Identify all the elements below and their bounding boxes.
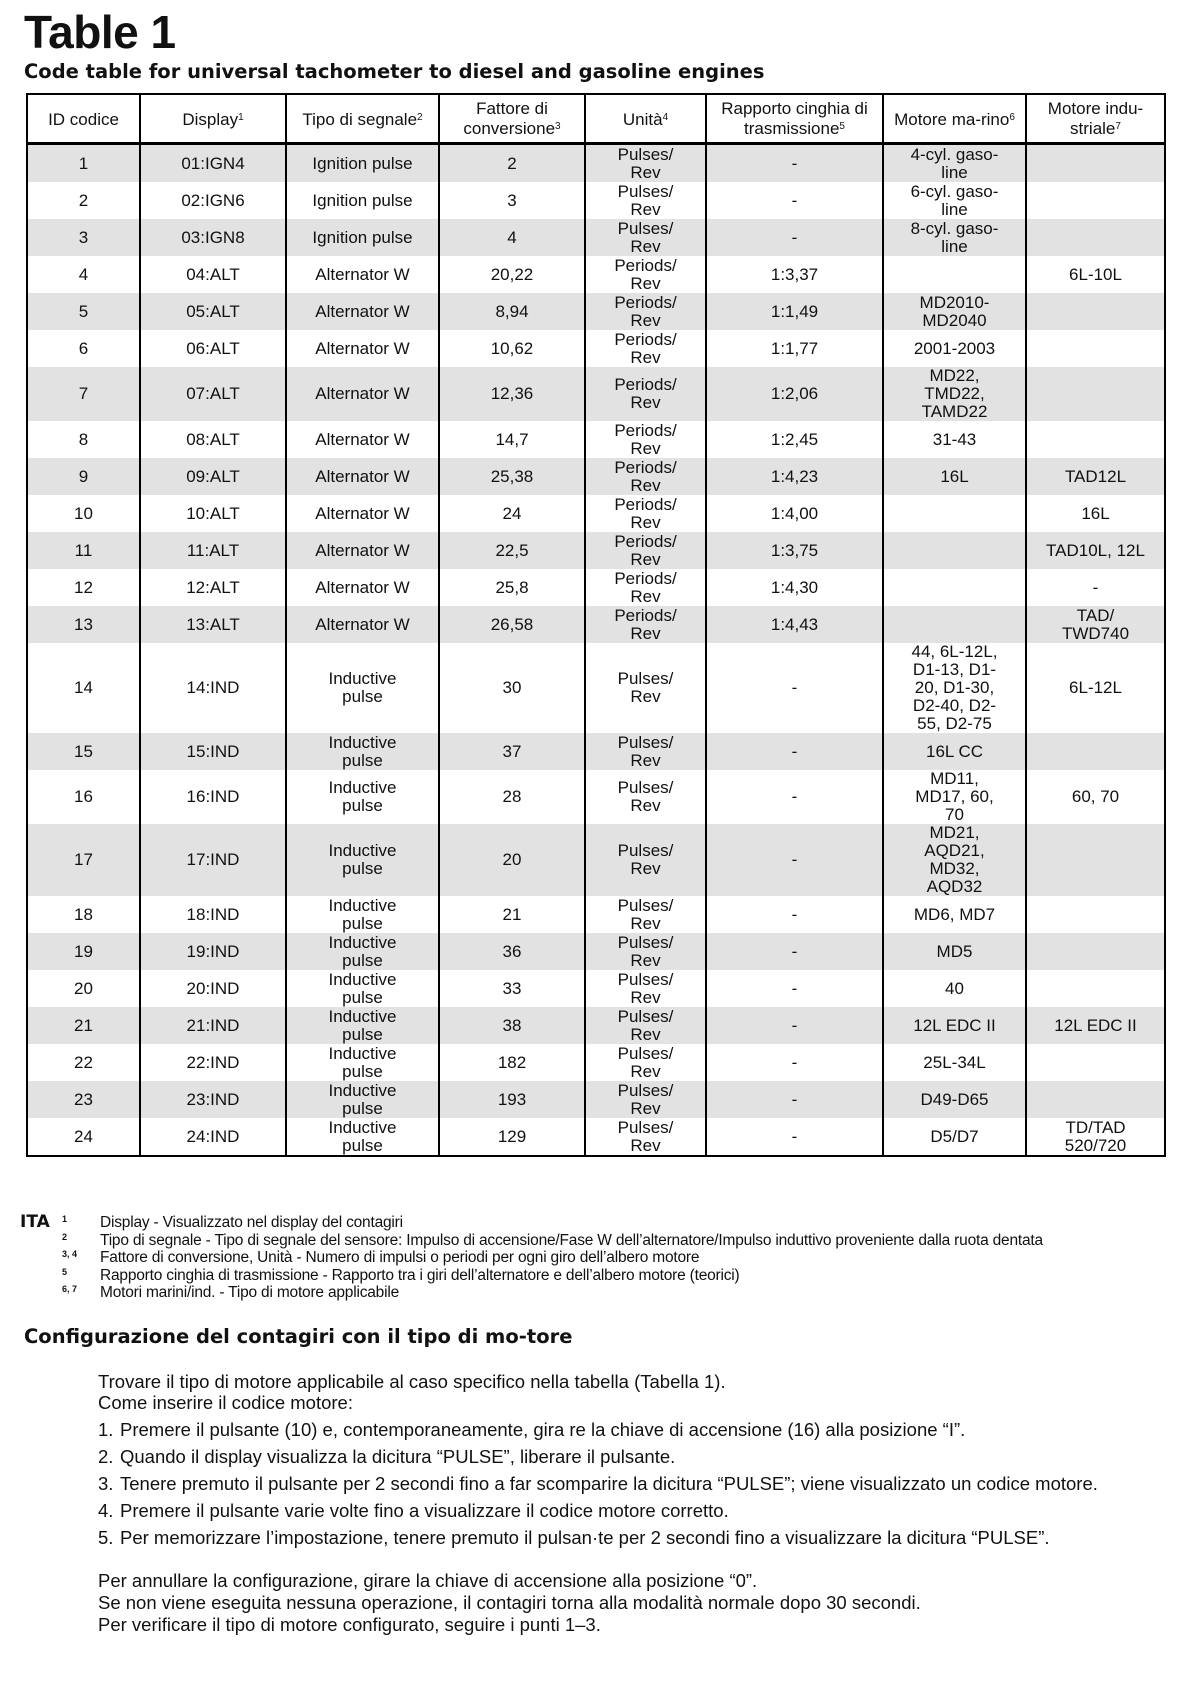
cell-conversion-factor: 33 xyxy=(439,970,585,1007)
cell-unit: Pulses/ Rev xyxy=(585,1007,706,1044)
table-header-row xyxy=(27,94,1165,144)
cell-marine-engine: 4-cyl. gaso- line xyxy=(883,144,1026,183)
table-row xyxy=(27,532,1165,569)
header-id-codice xyxy=(27,94,140,144)
cell-belt-ratio: - xyxy=(706,1044,883,1081)
cell-marine-engine: 8-cyl. gaso- line xyxy=(883,219,1026,256)
cell-display: 09:ALT xyxy=(140,458,286,495)
header-signal-type xyxy=(286,94,439,144)
step-text: Per memorizzare l’impostazione, tenere premuto il pulsan·te per 2 secondi fino a visualizzare la dicitura “PULSE”. xyxy=(120,1527,1050,1548)
cell-industrial-engine xyxy=(1026,421,1165,458)
cell-belt-ratio: - xyxy=(706,824,883,896)
cell-signal-type: Inductive pulse xyxy=(286,1081,439,1118)
header-conversion-factor xyxy=(439,94,585,144)
cell-signal-type: Ignition pulse xyxy=(286,219,439,256)
header-label: Rapporto cinghia di trasmissione xyxy=(721,98,868,138)
step-text: Quando il display visualizza la dicitura “PULSE”, liberare il pulsante. xyxy=(120,1446,676,1467)
header-label: Motore ma-rino xyxy=(894,109,1010,129)
cell-display: 03:IGN8 xyxy=(140,219,286,256)
table-row xyxy=(27,1081,1165,1118)
note-line: Per verificare il tipo di motore configurato, seguire i punti 1–3. xyxy=(98,1614,601,1635)
cell-id: 2 xyxy=(27,182,140,219)
cell-conversion-factor: 38 xyxy=(439,1007,585,1044)
cell-display: 14:IND xyxy=(140,643,286,733)
cell-belt-ratio: - xyxy=(706,1118,883,1156)
cell-unit: Periods/ Rev xyxy=(585,367,706,421)
header-label: Display xyxy=(182,109,239,129)
cell-unit: Periods/ Rev xyxy=(585,256,706,293)
cell-belt-ratio: 1:2,45 xyxy=(706,421,883,458)
table-row xyxy=(27,1118,1165,1156)
cell-conversion-factor: 25,8 xyxy=(439,569,585,606)
cell-id: 7 xyxy=(27,367,140,421)
cell-conversion-factor: 14,7 xyxy=(439,421,585,458)
cell-signal-type: Inductive pulse xyxy=(286,1007,439,1044)
cell-display: 16:IND xyxy=(140,770,286,824)
cell-marine-engine: D49-D65 xyxy=(883,1081,1026,1118)
cell-display: 19:IND xyxy=(140,933,286,970)
table-row xyxy=(27,1007,1165,1044)
cell-signal-type: Ignition pulse xyxy=(286,144,439,183)
cell-signal-type: Alternator W xyxy=(286,330,439,367)
cell-conversion-factor: 24 xyxy=(439,495,585,532)
table-row xyxy=(27,144,1165,183)
intro-line: Come inserire il codice motore: xyxy=(98,1392,353,1413)
cell-display: 04:ALT xyxy=(140,256,286,293)
step-number: 1. xyxy=(98,1419,114,1440)
cell-conversion-factor: 37 xyxy=(439,733,585,770)
cell-industrial-engine: TAD/ TWD740 xyxy=(1026,606,1165,643)
cell-display: 18:IND xyxy=(140,896,286,933)
cell-marine-engine: D5/D7 xyxy=(883,1118,1026,1156)
footnote-number: 5 xyxy=(62,1266,68,1277)
cell-belt-ratio: 1:4,00 xyxy=(706,495,883,532)
cell-marine-engine: 16L CC xyxy=(883,733,1026,770)
cell-marine-engine: 44, 6L-12L, D1-13, D1- 20, D1-30, D2-40, D2- 55, D2-75 xyxy=(883,643,1026,733)
cell-industrial-engine xyxy=(1026,896,1165,933)
header-display xyxy=(140,94,286,144)
cell-belt-ratio: - xyxy=(706,1007,883,1044)
step-item xyxy=(98,1500,1178,1521)
code-table xyxy=(26,93,1166,1157)
cell-unit: Pulses/ Rev xyxy=(585,1118,706,1156)
header-footnote-ref: 5 xyxy=(839,120,845,132)
footnote-number: 2 xyxy=(62,1231,68,1242)
table-row xyxy=(27,421,1165,458)
cell-unit: Pulses/ Rev xyxy=(585,824,706,896)
cell-conversion-factor: 28 xyxy=(439,770,585,824)
cell-unit: Pulses/ Rev xyxy=(585,970,706,1007)
cell-id: 8 xyxy=(27,421,140,458)
cell-marine-engine xyxy=(883,495,1026,532)
header-label: ID codice xyxy=(48,109,119,129)
cell-marine-engine: 2001-2003 xyxy=(883,330,1026,367)
cell-unit: Pulses/ Rev xyxy=(585,219,706,256)
header-footnote-ref: 3 xyxy=(555,120,561,132)
step-number: 5. xyxy=(98,1527,114,1548)
cell-marine-engine: 12L EDC II xyxy=(883,1007,1026,1044)
cell-belt-ratio: - xyxy=(706,182,883,219)
cell-id: 15 xyxy=(27,733,140,770)
cell-belt-ratio: - xyxy=(706,933,883,970)
table-body xyxy=(27,144,1165,1157)
cell-belt-ratio: 1:3,75 xyxy=(706,532,883,569)
cell-conversion-factor: 20,22 xyxy=(439,256,585,293)
cell-industrial-engine xyxy=(1026,367,1165,421)
step-item xyxy=(98,1473,1178,1494)
cell-unit: Pulses/ Rev xyxy=(585,643,706,733)
table-row xyxy=(27,293,1165,330)
cell-industrial-engine xyxy=(1026,1044,1165,1081)
cell-id: 9 xyxy=(27,458,140,495)
cell-unit: Pulses/ Rev xyxy=(585,182,706,219)
table-row xyxy=(27,643,1165,733)
cell-marine-engine: MD22, TMD22, TAMD22 xyxy=(883,367,1026,421)
cell-display: 05:ALT xyxy=(140,293,286,330)
cell-conversion-factor: 2 xyxy=(439,144,585,183)
cell-conversion-factor: 26,58 xyxy=(439,606,585,643)
cell-id: 23 xyxy=(27,1081,140,1118)
table-row xyxy=(27,1044,1165,1081)
cell-belt-ratio: - xyxy=(706,733,883,770)
header-footnote-ref: 4 xyxy=(662,111,669,123)
step-number: 3. xyxy=(98,1473,114,1494)
cell-display: 13:ALT xyxy=(140,606,286,643)
intro-line: Trovare il tipo di motore applicabile al caso specifico nella tabella (Tabella 1). xyxy=(98,1371,726,1392)
cell-belt-ratio: 1:2,06 xyxy=(706,367,883,421)
cell-display: 11:ALT xyxy=(140,532,286,569)
table-row xyxy=(27,770,1165,824)
cell-display: 06:ALT xyxy=(140,330,286,367)
cell-marine-engine: MD5 xyxy=(883,933,1026,970)
cell-industrial-engine: 12L EDC II xyxy=(1026,1007,1165,1044)
footnote-number: 1 xyxy=(62,1214,68,1224)
step-text: Premere il pulsante varie volte fino a visualizzare il codice motore corretto. xyxy=(120,1500,729,1521)
cell-display: 07:ALT xyxy=(140,367,286,421)
cell-unit: Pulses/ Rev xyxy=(585,144,706,183)
cell-signal-type: Alternator W xyxy=(286,532,439,569)
step-number: 2. xyxy=(98,1446,114,1467)
cell-conversion-factor: 4 xyxy=(439,219,585,256)
cell-conversion-factor: 193 xyxy=(439,1081,585,1118)
cell-marine-engine xyxy=(883,606,1026,643)
configuration-heading: Configurazione del contagiri con il tipo di mo-tore xyxy=(24,1325,573,1348)
cell-unit: Pulses/ Rev xyxy=(585,770,706,824)
cell-marine-engine: MD11, MD17, 60, 70 xyxy=(883,770,1026,824)
cell-id: 17 xyxy=(27,824,140,896)
cell-belt-ratio: - xyxy=(706,970,883,1007)
cell-conversion-factor: 182 xyxy=(439,1044,585,1081)
header-footnote-ref: 1 xyxy=(238,111,244,123)
cell-industrial-engine xyxy=(1026,824,1165,896)
table-row xyxy=(27,330,1165,367)
cell-unit: Periods/ Rev xyxy=(585,569,706,606)
cell-id: 10 xyxy=(27,495,140,532)
cell-belt-ratio: - xyxy=(706,896,883,933)
table-row xyxy=(27,367,1165,421)
footnote-text: Display - Visualizzato nel display del contagiri xyxy=(100,1214,403,1231)
cell-industrial-engine: 16L xyxy=(1026,495,1165,532)
cell-industrial-engine: TAD10L, 12L xyxy=(1026,532,1165,569)
table-row xyxy=(27,256,1165,293)
cell-unit: Periods/ Rev xyxy=(585,421,706,458)
cell-conversion-factor: 25,38 xyxy=(439,458,585,495)
cell-signal-type: Alternator W xyxy=(286,569,439,606)
header-footnote-ref: 2 xyxy=(417,111,423,123)
cell-signal-type: Inductive pulse xyxy=(286,896,439,933)
cell-display: 21:IND xyxy=(140,1007,286,1044)
cell-industrial-engine xyxy=(1026,970,1165,1007)
cell-signal-type: Alternator W xyxy=(286,256,439,293)
header-industrial-engine xyxy=(1026,94,1165,144)
cell-unit: Pulses/ Rev xyxy=(585,1044,706,1081)
cell-id: 24 xyxy=(27,1118,140,1156)
cell-industrial-engine: - xyxy=(1026,569,1165,606)
cell-display: 20:IND xyxy=(140,970,286,1007)
cell-display: 23:IND xyxy=(140,1081,286,1118)
header-belt-ratio xyxy=(706,94,883,144)
note-line: Se non viene eseguita nessuna operazione, il contagiri torna alla modalità normale dopo 30 secondi. xyxy=(98,1592,921,1613)
footnote-number: 3, 4 xyxy=(62,1249,78,1259)
footnote-text: Motori marini/ind. - Tipo di motore applicabile xyxy=(100,1284,400,1301)
table-row xyxy=(27,569,1165,606)
header-label: Tipo di segnale xyxy=(302,109,418,129)
cell-industrial-engine xyxy=(1026,144,1165,183)
header-label: Fattore di conversione xyxy=(463,98,556,138)
cell-signal-type: Alternator W xyxy=(286,495,439,532)
cell-conversion-factor: 30 xyxy=(439,643,585,733)
cell-signal-type: Inductive pulse xyxy=(286,643,439,733)
cell-industrial-engine: TD/TAD 520/720 xyxy=(1026,1118,1165,1156)
cell-id: 19 xyxy=(27,933,140,970)
cell-unit: Periods/ Rev xyxy=(585,458,706,495)
header-label: Motore indu-striale xyxy=(1047,98,1144,138)
footnote-text: Fattore di conversione, Unità - Numero di impulsi o periodi per ogni giro dell’albero motore xyxy=(100,1249,700,1266)
cell-conversion-factor: 8,94 xyxy=(439,293,585,330)
header-label: Unità xyxy=(622,109,663,129)
cell-signal-type: Inductive pulse xyxy=(286,970,439,1007)
cell-marine-engine: 16L xyxy=(883,458,1026,495)
header-unit xyxy=(585,94,706,144)
cell-marine-engine: MD6, MD7 xyxy=(883,896,1026,933)
footnote-text: Rapporto cinghia di trasmissione - Rapporto tra i giri dell’alternatore e dell’albero motore (teorici) xyxy=(100,1266,740,1284)
cell-display: 24:IND xyxy=(140,1118,286,1156)
cell-signal-type: Inductive pulse xyxy=(286,1118,439,1156)
cell-marine-engine: MD21, AQD21, MD32, AQD32 xyxy=(883,824,1026,896)
cell-unit: Pulses/ Rev xyxy=(585,1081,706,1118)
cell-marine-engine xyxy=(883,256,1026,293)
cell-signal-type: Inductive pulse xyxy=(286,770,439,824)
table-row xyxy=(27,733,1165,770)
cell-signal-type: Alternator W xyxy=(286,293,439,330)
cell-conversion-factor: 3 xyxy=(439,182,585,219)
cell-belt-ratio: - xyxy=(706,144,883,183)
header-footnote-ref: 6 xyxy=(1009,111,1015,123)
cell-signal-type: Alternator W xyxy=(286,367,439,421)
cell-marine-engine: 31-43 xyxy=(883,421,1026,458)
cell-conversion-factor: 20 xyxy=(439,824,585,896)
cell-signal-type: Inductive pulse xyxy=(286,1044,439,1081)
table-row xyxy=(27,495,1165,532)
cell-unit: Periods/ Rev xyxy=(585,330,706,367)
cell-conversion-factor: 12,36 xyxy=(439,367,585,421)
header-footnote-ref: 7 xyxy=(1115,120,1121,132)
cell-belt-ratio: - xyxy=(706,1081,883,1118)
cell-unit: Periods/ Rev xyxy=(585,495,706,532)
cell-conversion-factor: 129 xyxy=(439,1118,585,1156)
cell-belt-ratio: 1:1,49 xyxy=(706,293,883,330)
cell-belt-ratio: - xyxy=(706,770,883,824)
steps-list xyxy=(98,1419,1178,1548)
cell-marine-engine xyxy=(883,532,1026,569)
step-text: Premere il pulsante (10) e, contemporaneamente, gira re la chiave di accensione (16) alla posizione “I”. xyxy=(120,1419,966,1440)
cell-signal-type: Alternator W xyxy=(286,606,439,643)
cell-id: 12 xyxy=(27,569,140,606)
cell-industrial-engine: 60, 70 xyxy=(1026,770,1165,824)
cell-signal-type: Ignition pulse xyxy=(286,182,439,219)
cell-belt-ratio: - xyxy=(706,643,883,733)
cell-marine-engine: 40 xyxy=(883,970,1026,1007)
cell-id: 13 xyxy=(27,606,140,643)
cell-conversion-factor: 10,62 xyxy=(439,330,585,367)
footnote-number: 6, 7 xyxy=(62,1284,78,1294)
cell-display: 17:IND xyxy=(140,824,286,896)
cell-industrial-engine: 6L-10L xyxy=(1026,256,1165,293)
cell-signal-type: Inductive pulse xyxy=(286,933,439,970)
cell-industrial-engine xyxy=(1026,293,1165,330)
cell-belt-ratio: 1:1,77 xyxy=(706,330,883,367)
cell-display: 10:ALT xyxy=(140,495,286,532)
table-row xyxy=(27,896,1165,933)
cell-marine-engine: MD2010- MD2040 xyxy=(883,293,1026,330)
cell-id: 21 xyxy=(27,1007,140,1044)
cell-industrial-engine xyxy=(1026,733,1165,770)
cell-display: 12:ALT xyxy=(140,569,286,606)
step-text: Tenere premuto il pulsante per 2 secondi fino a far scomparire la dicitura “PULSE”; viene visualizzato un codice motore. xyxy=(120,1473,1098,1494)
cell-id: 22 xyxy=(27,1044,140,1081)
cell-id: 3 xyxy=(27,219,140,256)
cell-conversion-factor: 36 xyxy=(439,933,585,970)
cell-unit: Periods/ Rev xyxy=(585,293,706,330)
cell-unit: Periods/ Rev xyxy=(585,606,706,643)
cell-conversion-factor: 22,5 xyxy=(439,532,585,569)
cell-marine-engine: 6-cyl. gaso- line xyxy=(883,182,1026,219)
table-row xyxy=(27,458,1165,495)
cell-id: 11 xyxy=(27,532,140,569)
cell-marine-engine xyxy=(883,569,1026,606)
cell-id: 6 xyxy=(27,330,140,367)
cell-industrial-engine: 6L-12L xyxy=(1026,643,1165,733)
cell-display: 01:IGN4 xyxy=(140,144,286,183)
step-item xyxy=(98,1446,1178,1467)
cell-conversion-factor: 21 xyxy=(439,896,585,933)
cell-industrial-engine: TAD12L xyxy=(1026,458,1165,495)
configuration-notes xyxy=(98,1570,1178,1635)
cell-display: 15:IND xyxy=(140,733,286,770)
cell-id: 1 xyxy=(27,144,140,183)
cell-belt-ratio: 1:4,30 xyxy=(706,569,883,606)
header-marine-engine xyxy=(883,94,1026,144)
cell-unit: Pulses/ Rev xyxy=(585,733,706,770)
cell-id: 14 xyxy=(27,643,140,733)
cell-unit: Pulses/ Rev xyxy=(585,933,706,970)
cell-industrial-engine xyxy=(1026,330,1165,367)
configuration-instructions xyxy=(98,1371,1178,1636)
table-row xyxy=(27,824,1165,896)
cell-marine-engine: 25L-34L xyxy=(883,1044,1026,1081)
table-row xyxy=(27,219,1165,256)
note-line: Per annullare la configurazione, girare la chiave di accensione alla posizione “0”. xyxy=(98,1570,758,1591)
footnote-text: Tipo di segnale - Tipo di segnale del sensore: Impulso di accensione/Fase W dell’alternatore/Impulso induttivo proveniente dalla ruota dentata xyxy=(100,1231,1043,1249)
cell-industrial-engine xyxy=(1026,933,1165,970)
cell-signal-type: Alternator W xyxy=(286,458,439,495)
cell-id: 16 xyxy=(27,770,140,824)
table-subtitle: Code table for universal tachometer to diesel and gasoline engines xyxy=(24,60,765,83)
cell-unit: Pulses/ Rev xyxy=(585,896,706,933)
cell-id: 4 xyxy=(27,256,140,293)
cell-signal-type: Inductive pulse xyxy=(286,824,439,896)
footnotes-language-label: ITA xyxy=(20,1212,50,1232)
cell-id: 20 xyxy=(27,970,140,1007)
cell-id: 18 xyxy=(27,896,140,933)
cell-belt-ratio: 1:4,43 xyxy=(706,606,883,643)
cell-belt-ratio: - xyxy=(706,219,883,256)
page-title: Table 1 xyxy=(24,6,176,58)
table-row xyxy=(27,933,1165,970)
cell-belt-ratio: 1:3,37 xyxy=(706,256,883,293)
table-row xyxy=(27,606,1165,643)
cell-industrial-engine xyxy=(1026,182,1165,219)
table-row xyxy=(27,182,1165,219)
cell-display: 08:ALT xyxy=(140,421,286,458)
step-item xyxy=(98,1527,1178,1548)
step-item xyxy=(98,1419,1178,1440)
cell-display: 02:IGN6 xyxy=(140,182,286,219)
cell-signal-type: Alternator W xyxy=(286,421,439,458)
cell-industrial-engine xyxy=(1026,219,1165,256)
table-row xyxy=(27,970,1165,1007)
cell-industrial-engine xyxy=(1026,1081,1165,1118)
cell-belt-ratio: 1:4,23 xyxy=(706,458,883,495)
cell-signal-type: Inductive pulse xyxy=(286,733,439,770)
cell-display: 22:IND xyxy=(140,1044,286,1081)
step-number: 4. xyxy=(98,1500,114,1521)
cell-unit: Periods/ Rev xyxy=(585,532,706,569)
cell-id: 5 xyxy=(27,293,140,330)
